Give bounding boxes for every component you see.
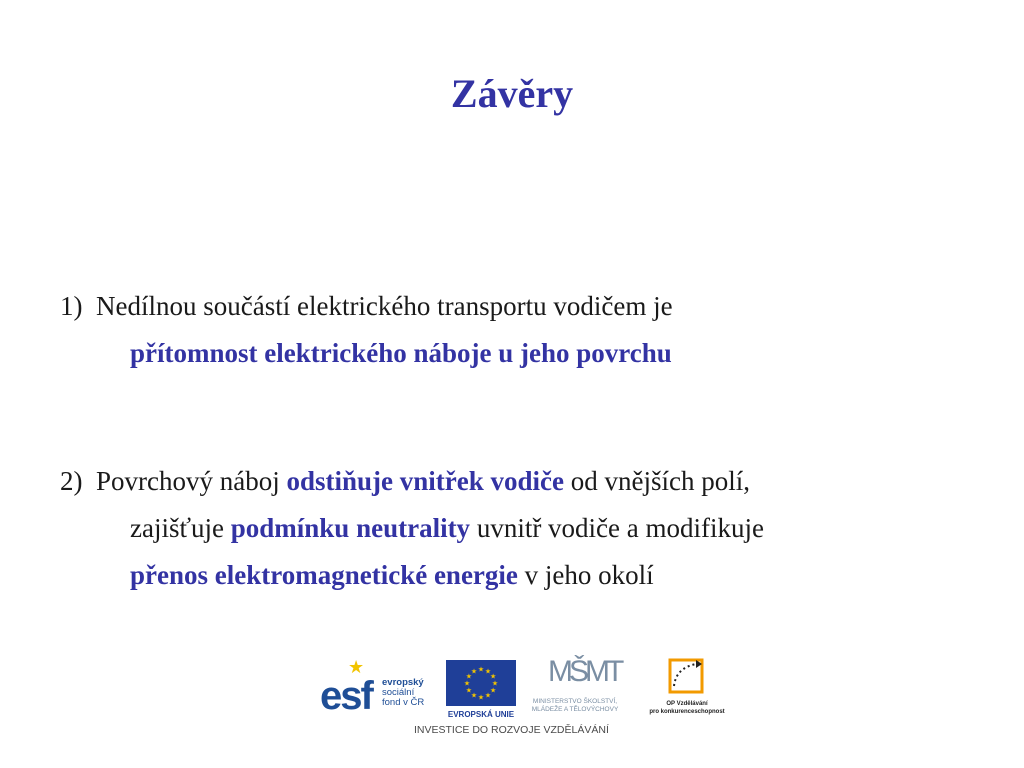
op-text-line-1: OP Vzdělávání <box>666 701 708 707</box>
eu-star-icon: ★ <box>489 686 497 695</box>
eu-star-icon: ★ <box>491 679 499 688</box>
point-2-line-2-suffix: uvnitř vodiče a modifikuje <box>476 513 764 543</box>
esf-logo-letters: esf <box>320 674 372 718</box>
point-1-text: Nedílnou součástí elektrického transportu vodičem je <box>96 291 673 321</box>
op-text-line-2: pro konkurenceschopnost <box>649 709 725 715</box>
eu-star-icon: ★ <box>489 672 497 681</box>
eu-star-icon: ★ <box>477 693 485 702</box>
eu-star-icon: ★ <box>484 667 492 676</box>
esf-logo <box>320 658 440 722</box>
msmt-logo <box>520 656 630 722</box>
point-1-highlight: přítomnost elektrického náboje u jeho povrchu <box>130 338 672 368</box>
msmt-logo-text <box>520 698 630 714</box>
msmt-text-line-2: MLÁDEŽE A TĚLOVÝCHOVY <box>531 706 619 713</box>
eu-star-icon: ★ <box>470 691 478 700</box>
point-2-line-3-suffix: v jeho okolí <box>524 560 654 590</box>
op-vk-mark-icon <box>666 656 706 696</box>
point-2-number: 2) <box>60 466 83 496</box>
esf-text-line-3: fond v ČR <box>382 697 425 708</box>
op-vk-logo-text <box>644 700 730 716</box>
msmt-text-line-1: MINISTERSTVO ŠKOLSTVÍ, <box>532 698 618 705</box>
eu-logo-caption: EVROPSKÁ UNIE <box>447 710 515 719</box>
eu-flag-icon <box>446 660 516 706</box>
point-1-number: 1) <box>60 291 83 321</box>
esf-logo-text <box>382 678 442 708</box>
eu-star-icon: ★ <box>465 686 473 695</box>
point-2-line-1-suffix: od vnějších polí, <box>570 466 750 496</box>
esf-star-icon: ★ <box>348 657 365 677</box>
eu-logo <box>446 660 516 722</box>
eu-stars-icon <box>446 660 516 706</box>
eu-star-icon: ★ <box>463 679 471 688</box>
conclusion-point-1 <box>60 283 673 377</box>
msmt-logo-mark: MŠMT <box>548 655 621 688</box>
eu-star-icon: ★ <box>470 667 478 676</box>
esf-text-line-2: sociální <box>382 687 415 698</box>
conclusion-point-2 <box>60 458 764 599</box>
point-2-line-1-prefix: Povrchový náboj <box>96 466 280 496</box>
point-2-line-1 <box>60 458 764 505</box>
point-1-line-1 <box>60 283 673 330</box>
point-2-line-2-prefix: zajišťuje <box>130 513 224 543</box>
point-2-line-3-highlight: přenos elektromagnetické energie <box>130 560 518 590</box>
point-2-line-2 <box>60 505 764 552</box>
point-2-line-3 <box>60 552 764 599</box>
op-vk-logo <box>644 656 730 722</box>
eu-star-icon: ★ <box>465 672 473 681</box>
funding-tagline: INVESTICE DO ROZVOJE VZDĚLÁVÁNÍ <box>414 724 609 736</box>
slide-title: Závěry <box>450 71 574 116</box>
eu-star-icon: ★ <box>484 691 492 700</box>
point-2-line-2-highlight: podmínku neutrality <box>230 513 471 543</box>
funding-logo-strip <box>320 654 730 744</box>
point-1-line-2 <box>60 330 673 377</box>
point-2-line-1-highlight: odstiňuje vnitřek vodiče <box>286 466 564 496</box>
eu-star-icon: ★ <box>477 665 485 674</box>
esf-text-line-1: evropský <box>382 677 424 688</box>
